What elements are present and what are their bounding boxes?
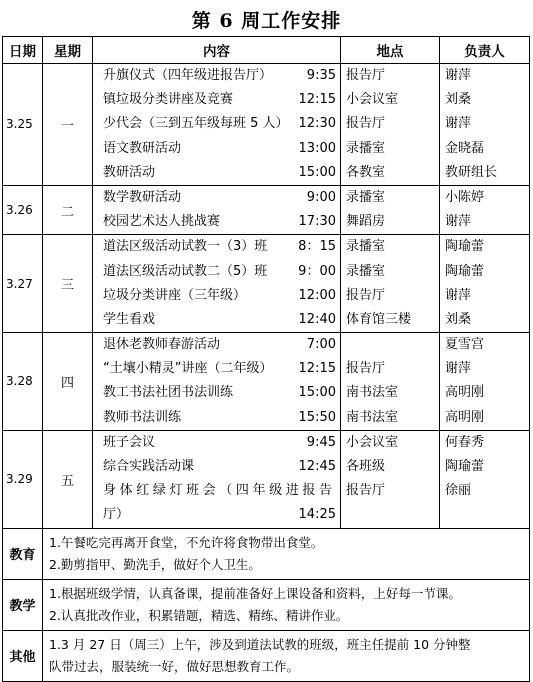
event-time: 8：15 (298, 239, 336, 255)
note-line: 1.根据班级学情，认真备课，提前准备好上课设备和资料，上好每一节课。 (49, 585, 461, 601)
note-line: 队带过去，服装统一好，做好思想教育工作。 (49, 658, 300, 674)
event-person: 谢萍 (445, 361, 472, 377)
event-time: 14:25 (298, 507, 336, 523)
event-item (93, 503, 340, 527)
event-item (93, 406, 340, 430)
event-location: 报告厅 (346, 68, 386, 83)
header-weekday: 星期 (43, 37, 93, 64)
event-item (93, 112, 340, 136)
event-name: “土壤小精灵”讲座（二年级） (103, 361, 273, 377)
header-date: 日期 (3, 37, 43, 64)
note-line: 1.3 月 27 日（周三）上午，涉及到道法试教的班级，班主任提前 10 分钟整 (49, 636, 471, 652)
day-date: 3.29 (3, 430, 43, 528)
event-time: 9:35 (306, 68, 336, 83)
event-name: 道法区级活动试教二（5）班 (103, 263, 268, 279)
event-name: 道法区级活动试教一（3）班 (103, 239, 268, 255)
event-name: 学生看戏 (103, 311, 156, 327)
event-item (93, 357, 340, 381)
day-row (3, 430, 530, 528)
day-weekday: 二 (43, 185, 93, 234)
event-location: 小会议室 (346, 434, 399, 450)
event-name: 镇垃圾分类讲座及竞赛 (103, 92, 234, 108)
event-person: 高明刚 (445, 409, 485, 425)
event-time: 12:40 (298, 311, 336, 327)
event-location: 报告厅 (346, 287, 386, 303)
event-item (93, 284, 340, 308)
day-content (93, 333, 341, 431)
event-time: 9:45 (306, 434, 336, 450)
event-time: 9：00 (298, 263, 336, 279)
event-location: 南书法室 (346, 409, 399, 425)
event-location: 录播室 (346, 140, 386, 156)
event-person: 高明刚 (445, 385, 485, 401)
day-locations (341, 430, 440, 528)
event-time: 15:50 (298, 409, 336, 425)
header-location: 地点 (341, 37, 440, 64)
day-persons (440, 64, 530, 186)
event-name: 厅） (103, 507, 130, 523)
event-person: 陶瑜蕾 (445, 459, 485, 474)
day-content (93, 185, 341, 234)
section-notes (43, 528, 530, 579)
event-name: 教工书法社团书法训练 (103, 385, 234, 401)
header-content: 内容 (93, 37, 341, 64)
event-location: 体育馆三楼 (346, 311, 412, 327)
event-name: 语文教研活动 (103, 140, 182, 156)
event-location (341, 503, 439, 527)
day-persons (440, 430, 530, 528)
event-name: 教研活动 (103, 164, 156, 180)
day-content (93, 235, 341, 333)
event-location (341, 333, 439, 357)
event-person: 谢萍 (445, 214, 472, 230)
event-person: 何春秀 (445, 434, 485, 450)
day-content (93, 64, 341, 186)
day-date: 3.28 (3, 333, 43, 431)
event-item (93, 308, 340, 332)
event-name: 身体红绿灯班会（四年级进报告 (103, 483, 332, 499)
event-time: 12:00 (298, 287, 336, 303)
notes-row (3, 528, 530, 579)
event-time: 12:45 (298, 459, 336, 474)
event-time: 12:30 (298, 116, 336, 132)
day-weekday: 四 (43, 333, 93, 431)
day-locations (341, 333, 440, 431)
event-name: 升旗仪式（四年级进报告厅） (103, 68, 273, 83)
notes-row (3, 630, 530, 681)
event-location: 小会议室 (346, 92, 399, 108)
event-name: 教师书法训练 (103, 409, 182, 425)
event-name: 综合实践活动课 (103, 459, 195, 474)
event-time: 15:00 (298, 385, 336, 401)
section-label: 教育 (3, 528, 43, 579)
event-person: 刘桑 (445, 92, 472, 108)
event-location: 录播室 (346, 263, 386, 279)
event-location: 舞蹈房 (346, 214, 386, 230)
event-name: 班子会议 (103, 434, 156, 450)
day-weekday: 五 (43, 430, 93, 528)
event-person: 刘桑 (445, 311, 472, 327)
event-location: 报告厅 (346, 483, 386, 499)
day-row (3, 64, 530, 186)
event-person: 小陈婷 (445, 189, 485, 205)
day-locations (341, 185, 440, 234)
section-label: 其他 (3, 630, 43, 681)
event-item (93, 137, 340, 161)
event-person: 谢萍 (445, 287, 472, 303)
day-weekday: 三 (43, 235, 93, 333)
event-item (93, 455, 340, 479)
event-person: 夏雪宫 (445, 337, 485, 353)
section-label: 教学 (3, 579, 43, 630)
day-weekday: 一 (43, 64, 93, 186)
section-notes (43, 579, 530, 630)
event-name: 校园艺术达人挑战赛 (103, 214, 221, 230)
note-line: 2.认真批改作业，积累错题，精选、精练、精讲作业。 (49, 607, 349, 623)
day-content (93, 430, 341, 528)
note-line: 1.午餐吃完再离开食堂，不允许将食物带出食堂。 (49, 534, 324, 550)
event-item (93, 186, 340, 210)
event-item (93, 210, 340, 234)
event-name: 垃圾分类讲座（三年级） (103, 287, 247, 303)
event-item (93, 161, 340, 185)
event-time: 15:00 (298, 164, 336, 180)
event-name: 退休老教师春游活动 (103, 337, 221, 353)
header-row (3, 37, 530, 64)
day-row (3, 185, 530, 234)
section-notes (43, 630, 530, 681)
day-date: 3.27 (3, 235, 43, 333)
event-time: 12:15 (298, 361, 336, 377)
page-title: 第 6 周工作安排 (191, 10, 342, 32)
event-name: 少代会（三到五年级每班 5 人） (103, 116, 289, 132)
event-location: 报告厅 (346, 361, 386, 377)
event-item (93, 479, 340, 503)
event-time: 7:00 (306, 337, 336, 353)
event-time: 12:15 (298, 92, 336, 108)
event-person: 金晓磊 (445, 140, 485, 156)
header-person: 负责人 (440, 37, 530, 64)
event-location: 南书法室 (346, 385, 399, 401)
day-locations (341, 235, 440, 333)
event-time: 9:00 (306, 189, 336, 205)
event-item (93, 431, 340, 455)
event-location: 报告厅 (346, 116, 386, 132)
event-person: 教研组长 (445, 164, 498, 180)
note-line: 2.勤剪指甲、勤洗手，做好个人卫生。 (49, 556, 261, 572)
event-item (93, 381, 340, 405)
event-item (93, 260, 340, 284)
event-location: 录播室 (346, 239, 386, 255)
event-person: 谢萍 (445, 68, 472, 83)
event-item (93, 235, 340, 259)
event-location: 各教室 (346, 164, 386, 180)
event-person: 徐丽 (445, 483, 472, 499)
day-date: 3.25 (3, 64, 43, 186)
event-person (440, 503, 529, 527)
day-date: 3.26 (3, 185, 43, 234)
event-location: 录播室 (346, 189, 386, 205)
day-row (3, 235, 530, 333)
event-person: 谢萍 (445, 116, 472, 132)
event-item (93, 64, 340, 88)
event-person: 陶瑜蕾 (445, 263, 485, 279)
event-person: 陶瑜蕾 (445, 239, 485, 255)
event-time: 17:30 (298, 214, 336, 230)
event-location: 各班级 (346, 459, 386, 474)
event-item (93, 88, 340, 112)
event-name: 数学教研活动 (103, 189, 182, 205)
schedule-table (2, 36, 530, 682)
day-row (3, 333, 530, 431)
event-item (93, 333, 340, 357)
event-time: 13:00 (298, 140, 336, 156)
day-persons (440, 333, 530, 431)
day-persons (440, 185, 530, 234)
day-persons (440, 235, 530, 333)
notes-row (3, 579, 530, 630)
day-locations (341, 64, 440, 186)
